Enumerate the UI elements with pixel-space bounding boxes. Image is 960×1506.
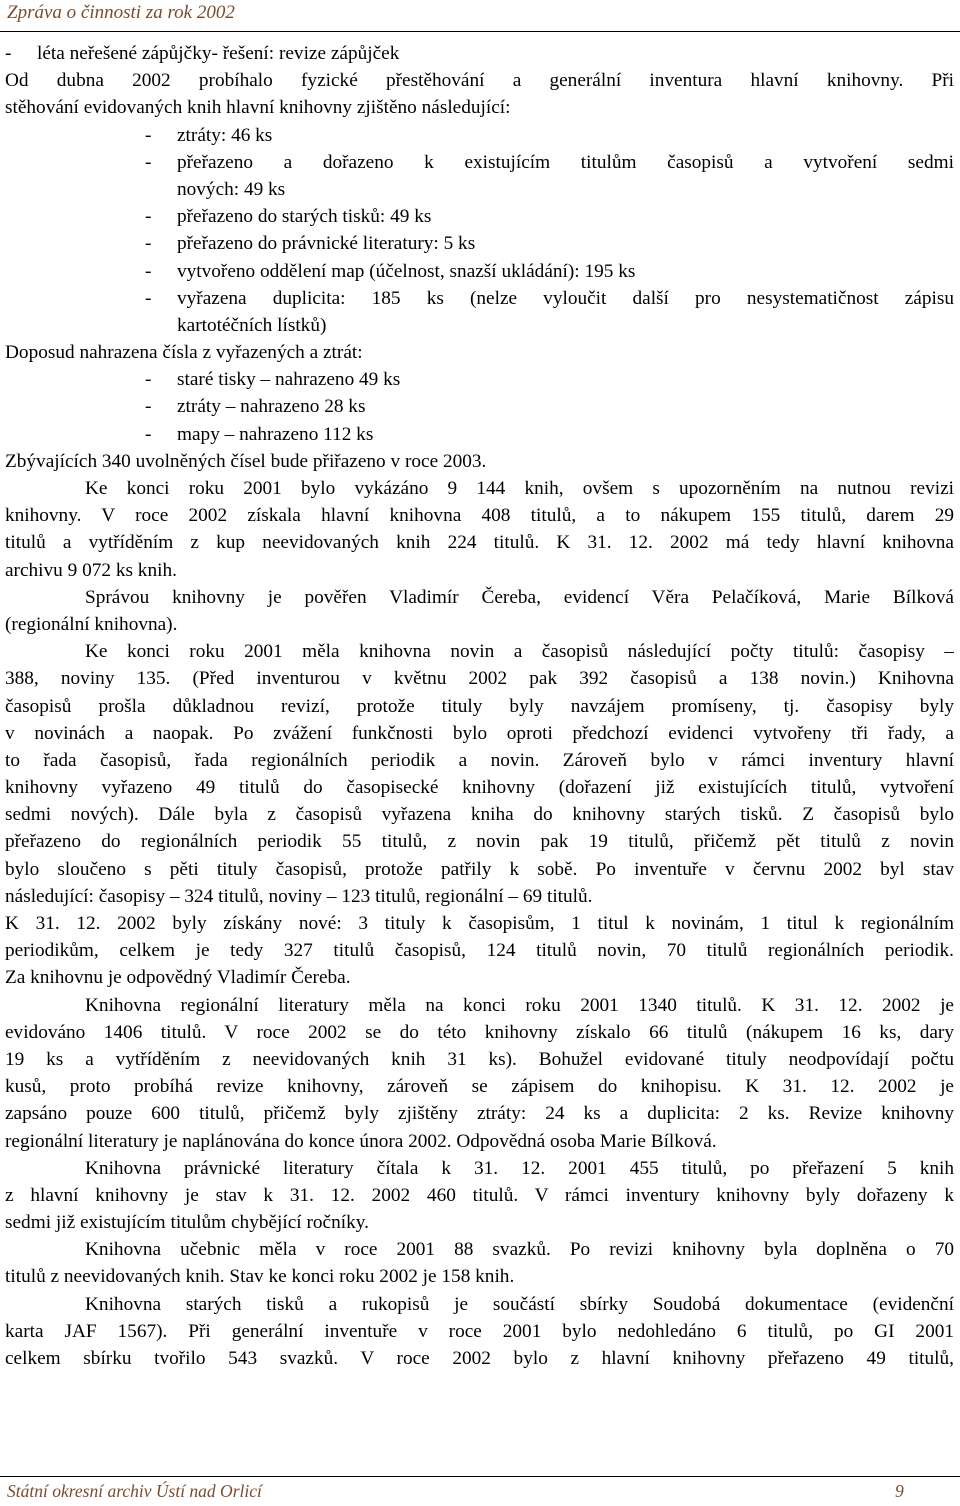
text-line: Knihovna regionální literatury měla na konci roku 2001 1340 titulů. K 31. 12. 2002 je [85,994,954,1016]
text-line: Za knihovnu je odpovědný Vladimír Čereba. [5,967,351,989]
text-line: v novinách a naopak. Po zvážení funkčnosti bylo oproti předchozí evidenci vytvořeny tři řady, a [5,722,954,744]
text-line: zapsáno pouze 600 titulů, přičemž byly zjištěny ztráty: 24 ks a duplicita: 2 ks. Revize knihovny [5,1103,954,1125]
text-line: Správou knihovny je pověřen Vladimír Čereba, evidencí Věra Pelačíková, Marie Bílková [85,586,954,608]
text-line: bylo sloučeno s pěti tituly časopisů, protože patřily k sobě. Po inventuře v červnu 2002 byl stav [5,858,954,880]
text-line [5,230,954,257]
text-line [5,203,954,230]
footer-archive-name: Státní okresní archiv Ústí nad Orlicí [7,1481,262,1501]
list-bullet: - [145,396,152,418]
text-line: 19 ks a vytříděním z neevidovaných knih 31 ks). Bohužel evidované tituly neodpovídají počtu [5,1048,954,1070]
text-line [5,149,954,176]
text-line: knihovny. V roce 2002 získala hlavní knihovna 408 titulů, a to nákupem 155 titulů, darem 29 [5,505,954,527]
text-line: evidováno 1406 titulů. V roce 2002 se do této knihovny získalo 66 titulů (nákupem 16 ks, dary [5,1021,954,1043]
text-line: regionální literatury je naplánována do konce února 2002. Odpovědná osoba Marie Bílková. [5,1130,717,1152]
document-body [5,40,954,1372]
text-line: sedmi již existujícím titulům chybějící ročníky. [5,1212,369,1234]
text-line: přeřazeno do regionálních periodik 55 titulů, z novin pak 19 titulů, přičemž pět titulů z novin [5,831,954,853]
list-bullet: - [145,423,152,445]
text-line [5,122,954,149]
list-item-text: vytvořeno oddělení map (účelnost, snazší ukládání): 195 ks [177,260,636,282]
list-item-text: ztráty: 46 ks [177,124,273,146]
text-line: 388, noviny 135. (Před inventurou v květnu 2002 pak 392 časopisů a 138 novin.) Knihovna [5,668,954,690]
text-line: kartotéčních lístků) [177,314,327,336]
text-line: archivu 9 072 ks knih. [5,559,177,581]
text-line: z hlavní knihovny je stav k 31. 12. 2002 460 titulů. V rámci inventury knihovny byly dořazeny k [5,1184,954,1206]
text-line: karta JAF 1567). Při generální inventuře v roce 2001 bylo nedohledáno 6 titulů, po GI 2001 [5,1320,954,1342]
text-line: periodikům, celkem je tedy 327 titulů časopisů, 124 titulů novin, 70 titulů regionálních periodik. [5,940,954,962]
list-bullet: - [145,124,152,146]
list-item-text: přeřazeno a dořazeno k existujícím titulům časopisů a vytvoření sedmi [177,151,954,173]
list-bullet: - [145,151,152,173]
list-bullet: - [145,233,152,255]
text-line: Zbývajících 340 uvolněných čísel bude přiřazeno v roce 2003. [5,450,487,472]
list-item-text: vyřazena duplicita: 185 ks (nelze vyloučit další pro nesystematičnost zápisu [177,287,954,309]
page-header-title: Zpráva o činnosti za rok 2002 [7,2,235,23]
text-line: (regionální knihovna). [5,613,178,635]
header-divider [0,31,960,32]
text-line: Od dubna 2002 probíhalo fyzické přestěhování a generální inventura hlavní knihovny. Při [5,70,954,92]
list-item-text: ztráty – nahrazeno 28 ks [177,396,366,418]
text-line: následující: časopisy – 324 titulů, noviny – 123 titulů, regionální – 69 titulů. [5,885,593,907]
list-bullet: - [145,287,152,309]
text-line [5,366,954,393]
list-bullet: - [145,206,152,228]
text-line [5,421,954,448]
text-line: sedmi nových). Dále byla z časopisů vyřazena kniha do knihovny starých tisků. Z časopisů bylo [5,804,954,826]
list-bullet: - [145,369,152,391]
text-line [5,285,954,312]
text-line: kusů, proto probíhá revize knihovny, zároveň se zápisem do knihopisu. K 31. 12. 2002 je [5,1076,954,1098]
text-line [5,258,954,285]
text-line: knihovny vyřazeno 49 titulů do časopisecké knihovny (dořazení již existujících titulů, vytvoření [5,777,954,799]
text-line: Knihovna právnické literatury čítala k 31. 12. 2001 455 titulů, po přeřazení 5 knih [85,1157,954,1179]
list-item-text: přeřazeno do starých tisků: 49 ks [177,206,432,228]
text-line: časopisů prošla důkladnou revizí, protože tituly byly navzájem promíseny, tj. časopisy byly [5,695,954,717]
text-line: Knihovna učebnic měla v roce 2001 88 svazků. Po revizi knihovny byla doplněna o 70 [85,1239,954,1261]
page-number: 9 [895,1481,904,1501]
list-bullet: - [5,43,12,64]
list-item-text: mapy – nahrazeno 112 ks [177,423,374,445]
text-line [5,393,954,420]
list-bullet: - [145,260,152,282]
footer-divider [0,1476,960,1477]
text-line: celkem sbírku tvořilo 543 svazků. V roce 2002 bylo z hlavní knihovny přeřazeno 49 titulů, [5,1348,954,1369]
text-line: K 31. 12. 2002 byly získány nové: 3 tituly k časopisům, 1 titul k novinám, 1 titul k regionálním [5,913,954,934]
text-line [5,40,954,67]
list-item-text: staré tisky – nahrazeno 49 ks [177,369,401,391]
text-line: stěhování evidovaných knih hlavní knihovny zjištěno následující: [5,97,511,119]
text-line: Knihovna starých tisků a rukopisů je součástí sbírky Soudobá dokumentace (evidenční [85,1293,954,1315]
text-line: to řada časopisů, řada regionálních periodik a novin. Zároveň bylo v rámci inventury hlavní [5,749,954,771]
text-line: nových: 49 ks [177,178,286,200]
text-line: titulů a vytříděním z kup neevidovaných knih 224 titulů. K 31. 12. 2002 má tedy hlavní knihovna [5,532,954,554]
text-line: Ke konci roku 2001 bylo vykázáno 9 144 knih, ovšem s upozorněním na nutnou revizi [85,478,954,499]
text-line: titulů z neevidovaných knih. Stav ke konci roku 2002 je 158 knih. [5,1266,515,1288]
list-item-text: léta neřešené zápůjčky- řešení: revize zápůjček [37,43,400,64]
list-item-text: přeřazeno do právnické literatury: 5 ks [177,233,476,255]
text-line: Doposud nahrazena čísla z vyřazených a ztrát: [5,342,363,364]
text-line: Ke konci roku 2001 měla knihovna novin a časopisů následující počty titulů: časopisy – [85,641,954,663]
